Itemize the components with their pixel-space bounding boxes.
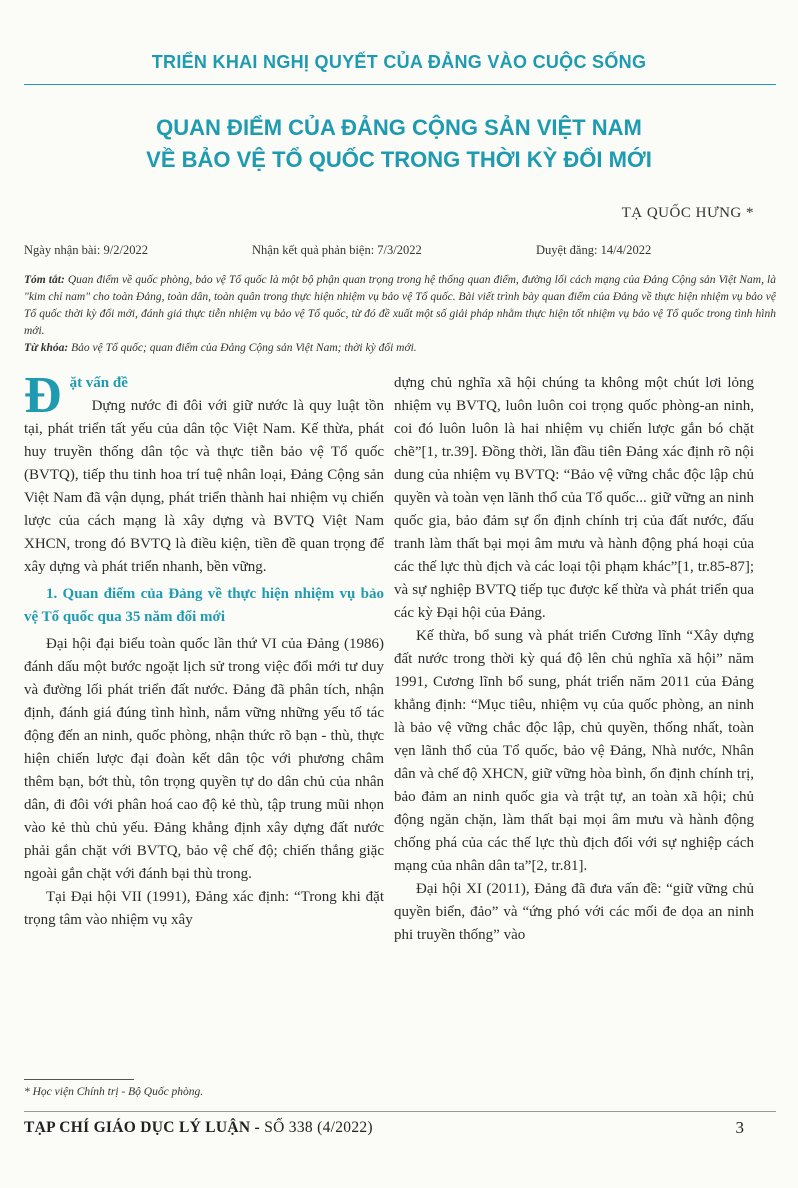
approved-date: Duyệt đăng: 14/4/2022 [536, 243, 652, 257]
body-paragraph: Kế thừa, bổ sung và phát triển Cương lĩnh “Xây dựng đất nước trong thời kỳ quá độ lên chủ nghĩa xã hội” năm 1991, Cương lĩnh bổ sung, phát triển năm 2011 của Đảng khẳng định: “Mục tiêu, nhiệm vụ của quốc phòng, an ninh là bảo vệ vững chắc độc lập, chủ quyền, thống nhất, toàn vẹn lãnh thổ của Tổ quốc, bảo vệ Đảng, Nhà nước, Nhân dân và chế độ XHCN, giữ vững hòa bình, ổn định chính trị, bảo đảm an ninh quốc gia và trật tự, an toàn xã hội; chủ động ngăn chặn, làm thất bại mọi âm mưu và hành động chống phá của các thế lực thù địch đối với sự nghiệp cách mạng của nhân dân ta”[2, tr.81]. [394, 628, 754, 874]
abstract-text: Quan điểm về quốc phòng, bảo vệ Tổ quốc là một bộ phận quan trọng trong hệ thống quan điểm, đường lối cách mạng của Đảng Cộng sản Việt Nam, là "kim chỉ nam" cho toàn Đảng, toàn dân, toàn quân trong thực hiện nhiệm vụ bảo vệ Tổ quốc. Bài viết trình bày quan điểm của Đảng về thực hiện nhiệm vụ bảo vệ Tổ quốc thời kỳ đổi mới, đánh giá thực tiễn nhiệm vụ bảo vệ Tổ quốc, từ đó đề xuất một số giải pháp nhằm thực hiện tốt nhiệm vụ bảo vệ Tổ quốc trong tình hình mới. [24, 274, 777, 337]
footnote-rule [24, 1079, 134, 1080]
abstract [24, 272, 776, 357]
journal-issue: SỐ 338 (4/2022) [264, 1119, 373, 1136]
abstract-label: Tóm tắt: [24, 274, 65, 286]
footer-rule [24, 1111, 776, 1112]
intro-heading: ặt vấn đề [69, 375, 128, 391]
section-heading-1: 1. Quan điểm của Đảng về thực hiện nhiệm vụ bảo vệ Tổ quốc qua 35 năm đổi mới [24, 586, 384, 625]
article-title [0, 112, 798, 176]
title-line-1: QUAN ĐIỂM CỦA ĐẢNG CỘNG SẢN VIỆT NAM [156, 115, 642, 140]
keywords-label: Từ khóa: [24, 342, 69, 354]
body-paragraph: Tại Đại hội VII (1991), Đảng xác định: “Trong khi đặt trọng tâm vào nhiệm vụ xây [24, 889, 384, 928]
intro-block [24, 367, 384, 579]
body-paragraph: Đại hội XI (2011), Đảng đã đưa vấn đề: “giữ vững chủ quyền biển, đảo” và “ứng phó với các mối đe dọa an ninh phi truyền thống” vào [394, 881, 754, 943]
journal-footer [24, 1119, 373, 1137]
title-line-2: VỀ BẢO VỆ TỔ QUỐC TRONG THỜI KỲ ĐỔI MỚI [146, 147, 652, 172]
abstract-paragraph [24, 272, 776, 340]
left-column [24, 367, 384, 932]
author: TẠ QUỐC HƯNG * [621, 205, 754, 221]
received-date: Ngày nhận bài: 9/2/2022 [24, 243, 148, 257]
intro-paragraph: Dựng nước đi đôi với giữ nước là quy luật tồn tại, phát triển tất yếu của dân tộc Việt Nam. Kế thừa, phát huy truyền thống dân tộc và thực tiễn bảo vệ Tổ quốc (BVTQ), tiếp thu tinh hoa trí tuệ nhân loại, Đảng Cộng sản Việt Nam đã vận dụng, phát triển thành hai nhiệm vụ chiến lược của cách mạng là xây dựng và BVTQ Việt Nam XHCN, trong đó BVTQ là điều kiện, tiền đề quan trọng để xây dựng và phát triển nhanh, bền vững. [24, 398, 384, 575]
running-head: TRIỂN KHAI NGHỊ QUYẾT CỦA ĐẢNG VÀO CUỘC SỐNG [151, 52, 647, 72]
keywords-paragraph [24, 340, 776, 357]
footnote: * Học viện Chính trị - Bộ Quốc phòng. [24, 1086, 204, 1098]
body-paragraph: dựng chủ nghĩa xã hội chúng ta không một chút lơi lỏng nhiệm vụ BVTQ, luôn luôn coi trọng quốc phòng-an ninh, coi đó luôn luôn là hai nhiệm vụ chiến lược gắn bó chặt chẽ”[1, tr.39]. Đồng thời, lần đầu tiên Đảng xác định rõ nội dung của nhiệm vụ BVTQ: “Bảo vệ vững chắc độc lập chủ quyền và toàn vẹn lãnh thổ của Tổ quốc... giữ vững an ninh quốc gia, bảo đảm sự ổn định chính trị của đất nước, đấu tranh làm thất bại mọi âm mưu và hành động phá hoại của các thế lực thù địch và các loại tội phạm khác”[1, tr.85-87]; và sự nghiệp BVTQ tiếp tục được kế thừa và phát triển qua các kỳ Đại hội của Đảng. [394, 375, 754, 621]
right-column [394, 372, 754, 947]
keywords-text: Bảo vệ Tổ quốc; quan điểm của Đảng Cộng sản Việt Nam; thời kỳ đổi mới. [71, 342, 417, 354]
drop-cap: Đ [24, 367, 62, 424]
page-number: 3 [735, 1118, 744, 1137]
body-paragraph: Đại hội đại biểu toàn quốc lần thứ VI của Đảng (1986) đánh dấu một bước ngoặt lịch sử trong việc đổi mới tư duy và đường lối phát triển đất nước. Đảng đã phân tích, nhận định, đánh giá đúng tình hình, nắm vững những yếu tố tác động đến an ninh, quốc phòng, nhận thức rõ bạn - thù, thực hiện chiến lược đại đoàn kết dân tộc với phương châm thêm bạn, bớt thù, tôn trọng quyền tự do dân chủ của nhân dân, đi đôi với phân hoá cao độ kẻ thù, tập trung mũi nhọn vào kẻ thù chủ yếu. Đảng khẳng định xây dựng đất nước phải gắn chặt với BVTQ, bảo vệ chế độ; chiến thắng giặc ngoài gắn chặt với đánh bại thù trong. [24, 636, 384, 882]
journal-name: TẠP CHÍ GIÁO DỤC LÝ LUẬN - [24, 1119, 265, 1136]
review-date: Nhận kết quả phản biện: 7/3/2022 [252, 243, 422, 257]
header-rule [24, 84, 776, 85]
